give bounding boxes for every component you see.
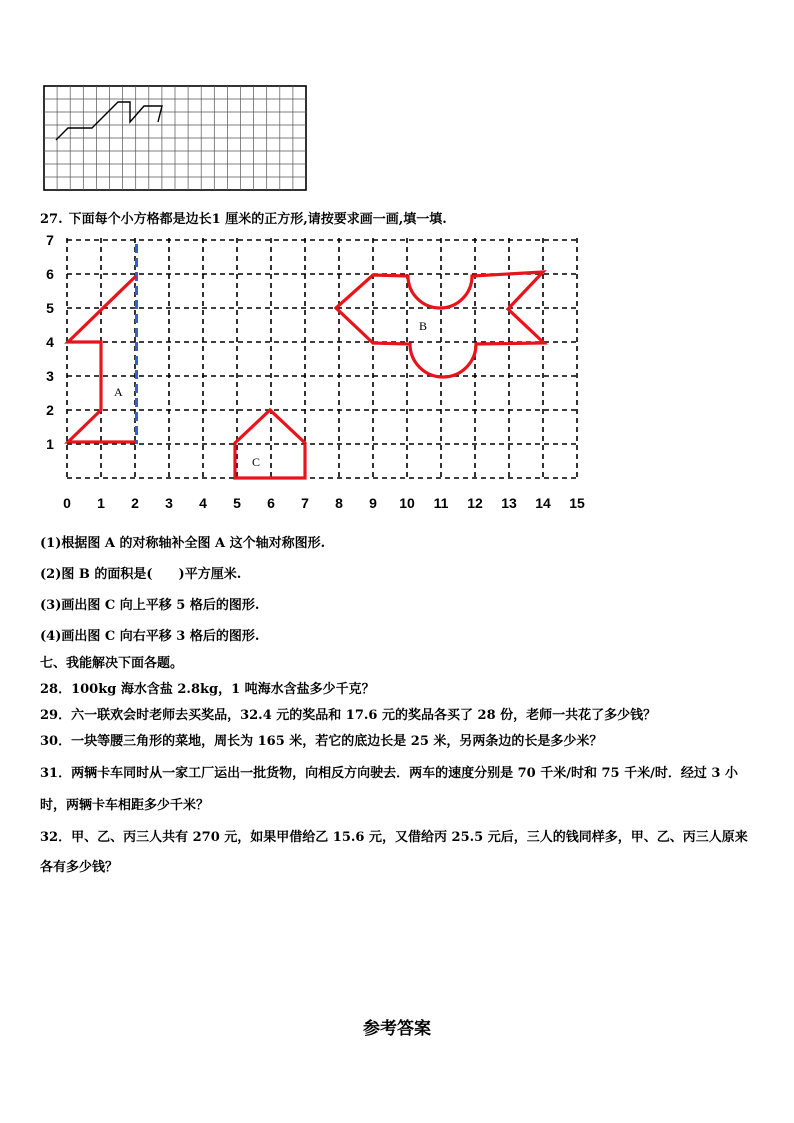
q27-sub2: (2)图 B 的面积是( )平方厘米. [40,567,242,582]
x-tick-label: 0 [63,495,71,511]
x-tick-label: 11 [433,495,449,511]
x-tick-label: 9 [369,495,377,511]
y-tick-label: 7 [46,232,54,248]
q29: 29．六一联欢会时老师去买奖品，32.4 元的奖品和 17.6 元的奖品各买了 28 份，老师一共花了多少钱？ [40,708,657,723]
shape-a-label: A [114,385,123,399]
y-tick-label: 1 [46,436,54,452]
x-tick-label: 2 [131,495,139,511]
x-tick-label: 14 [535,495,551,511]
q27-sub1: (1)根据图 A 的对称轴补全图 A 这个轴对称图形. [40,536,326,551]
x-tick-label: 8 [335,495,343,511]
q31-line2: 时，两辆卡车相距多少千米？ [40,798,210,813]
q32-line2: 各有多少钱？ [40,860,119,875]
x-tick-label: 1 [97,495,105,511]
q32-line1: 32．甲、乙、丙三人共有 270 元，如果甲借给乙 15.6 元，又借给丙 25.5 元后，三人的钱同样多，甲、乙、丙三人原来 [40,830,748,845]
y-tick-label: 3 [46,368,54,384]
q27-text: 下面每个小方格都是边长1 厘米的正方形,请按要求画一画,填一填. [68,212,447,227]
y-tick-label: 4 [46,334,54,350]
q27-prompt [40,208,447,227]
q27-sub4: (4)画出图 C 向右平移 3 格后的图形. [40,629,260,644]
top-grid-figure [40,84,310,192]
x-tick-label: 7 [301,495,309,511]
x-tick-label: 6 [267,495,275,511]
q27-number: 27. [40,212,63,227]
top-grid-shape [56,102,162,140]
x-tick-label: 13 [501,495,517,511]
y-tick-label: 6 [46,266,54,282]
q27-sub3: (3)画出图 C 向上平移 5 格后的图形. [40,598,260,613]
answer-title: 参考答案 [363,1019,431,1039]
top-grid-lines [44,86,306,190]
q31-line1: 31．两辆卡车同时从一家工厂运出一批货物，向相反方向驶去．两车的速度分别是 70 千米/时和 75 千米/时．经过 3 小 [40,766,738,781]
q28: 28．100kg 海水含盐 2.8kg，1 吨海水含盐多少千克？ [40,682,375,697]
shape-c-label: C [252,455,261,469]
x-tick-label: 4 [199,495,207,511]
q27-coordinate-grid [30,232,600,522]
x-tick-label: 15 [569,495,585,511]
x-tick-label: 3 [165,495,173,511]
section-7-heading: 七、我能解决下面各题。 [40,656,184,671]
y-tick-label: 5 [46,300,54,316]
x-tick-label: 5 [233,495,241,511]
x-tick-label: 12 [467,495,483,511]
q30: 30．一块等腰三角形的菜地，周长为 165 米，若它的底边长是 25 米，另两条边的长是多少米？ [40,734,603,749]
x-tick-label: 10 [399,495,415,511]
y-tick-label: 2 [46,402,54,418]
shape-b [336,272,544,377]
shape-b-label: B [419,319,428,333]
shape-a [68,276,136,442]
